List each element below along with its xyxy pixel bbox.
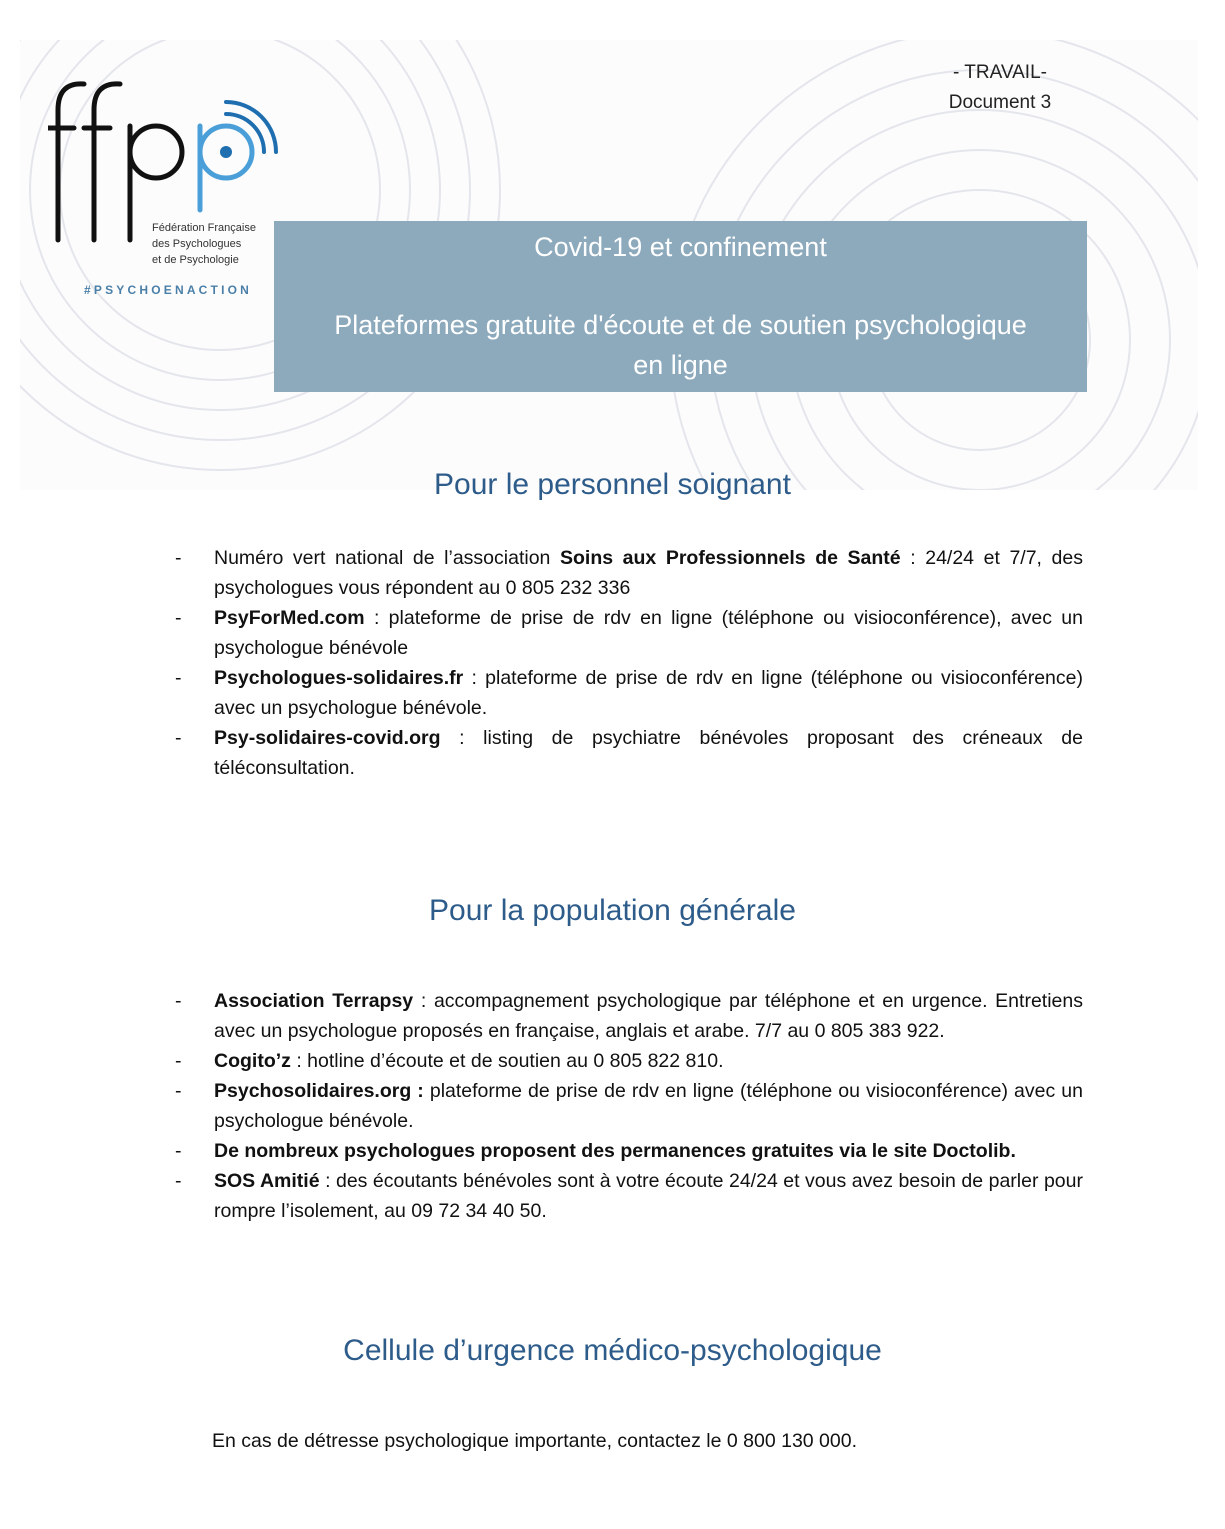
list-item: [175, 1136, 1083, 1166]
item-text: : hotline d’écoute et de soutien au 0 805 822 810.: [290, 1050, 724, 1072]
item-text: : 24/24 et 7/7, des psychologues vous répondent au 0 805 232 336: [214, 547, 1083, 599]
item-name: De nombreux psychologues proposent des permanences gratuites via le site Doctolib.: [214, 1140, 1016, 1162]
ffpp-logo: [48, 70, 288, 310]
document-header: [20, 40, 1198, 490]
banner-subtitle: Plateformes gratuite d'écoute et de soutien psychologique en ligne: [334, 310, 1027, 380]
item-text: Numéro vert national de l’association: [214, 547, 560, 569]
list-soignant: [175, 543, 1083, 783]
item-text: : listing de psychiatre bénévoles proposant des créneaux de téléconsultation.: [214, 727, 1083, 779]
item-name: Psy-solidaires-covid.org: [214, 727, 441, 749]
section-title-soignant: Pour le personnel soignant: [434, 468, 791, 501]
logo-org-line3: et de Psychologie: [152, 254, 239, 266]
item-text: plateforme de prise de rdv en ligne (téléphone ou visioconférence) avec un psychologue bénévole.: [214, 1080, 1083, 1132]
item-text: : plateforme de prise de rdv en ligne (téléphone ou visioconférence), avec un psychologue bénévole: [214, 607, 1083, 659]
list-item: [175, 543, 1083, 603]
list-item: [175, 603, 1083, 663]
item-name: SOS Amitié: [214, 1170, 320, 1192]
list-item: [175, 1046, 1083, 1076]
banner-title: Covid-19 et confinement: [534, 232, 827, 262]
list-population: [175, 986, 1083, 1226]
section-title-population: Pour la population générale: [429, 894, 796, 927]
list-item: [175, 986, 1083, 1046]
item-name: Psychosolidaires.org :: [214, 1080, 424, 1102]
document-label: [900, 58, 1100, 118]
document-label-line1: - TRAVAIL-: [953, 62, 1047, 83]
item-text: : accompagnement psychologique par téléphone et en urgence. Entretiens avec un psychologue proposés en française, anglais et arabe. 7/7 au 0 805 383 922.: [214, 990, 1083, 1042]
logo-hashtag: #PSYCHOENACTION: [84, 283, 253, 297]
logo-organization-name: [152, 220, 256, 268]
item-name: Association Terrapsy: [214, 990, 414, 1012]
item-name: Soins aux Professionnels de Santé: [559, 547, 901, 569]
item-name: Cogito’z: [214, 1050, 291, 1072]
list-item: [175, 663, 1083, 723]
item-name: Psychologues-solidaires.fr: [214, 667, 464, 689]
title-banner: [274, 221, 1087, 392]
document-label-line2: Document 3: [948, 92, 1052, 113]
item-text: : plateforme de prise de rdv en ligne (téléphone ou visioconférence) avec un psychologue bénévole.: [214, 667, 1083, 719]
logo-org-line2: des Psychologues: [152, 238, 242, 250]
logo-org-line1: Fédération Française: [152, 222, 256, 234]
list-item: [175, 723, 1083, 783]
urgence-text: En cas de détresse psychologique importante, contactez le 0 800 130 000.: [212, 1430, 858, 1452]
list-item: [175, 1166, 1083, 1226]
section-title-urgence: Cellule d’urgence médico-psychologique: [343, 1334, 882, 1367]
item-name: PsyForMed.com: [214, 607, 365, 629]
list-item: [175, 1076, 1083, 1136]
item-text: : des écoutants bénévoles sont à votre écoute 24/24 et vous avez besoin de parler pour rompre l’isolement, au 09 72 34 40 50.: [214, 1170, 1083, 1222]
